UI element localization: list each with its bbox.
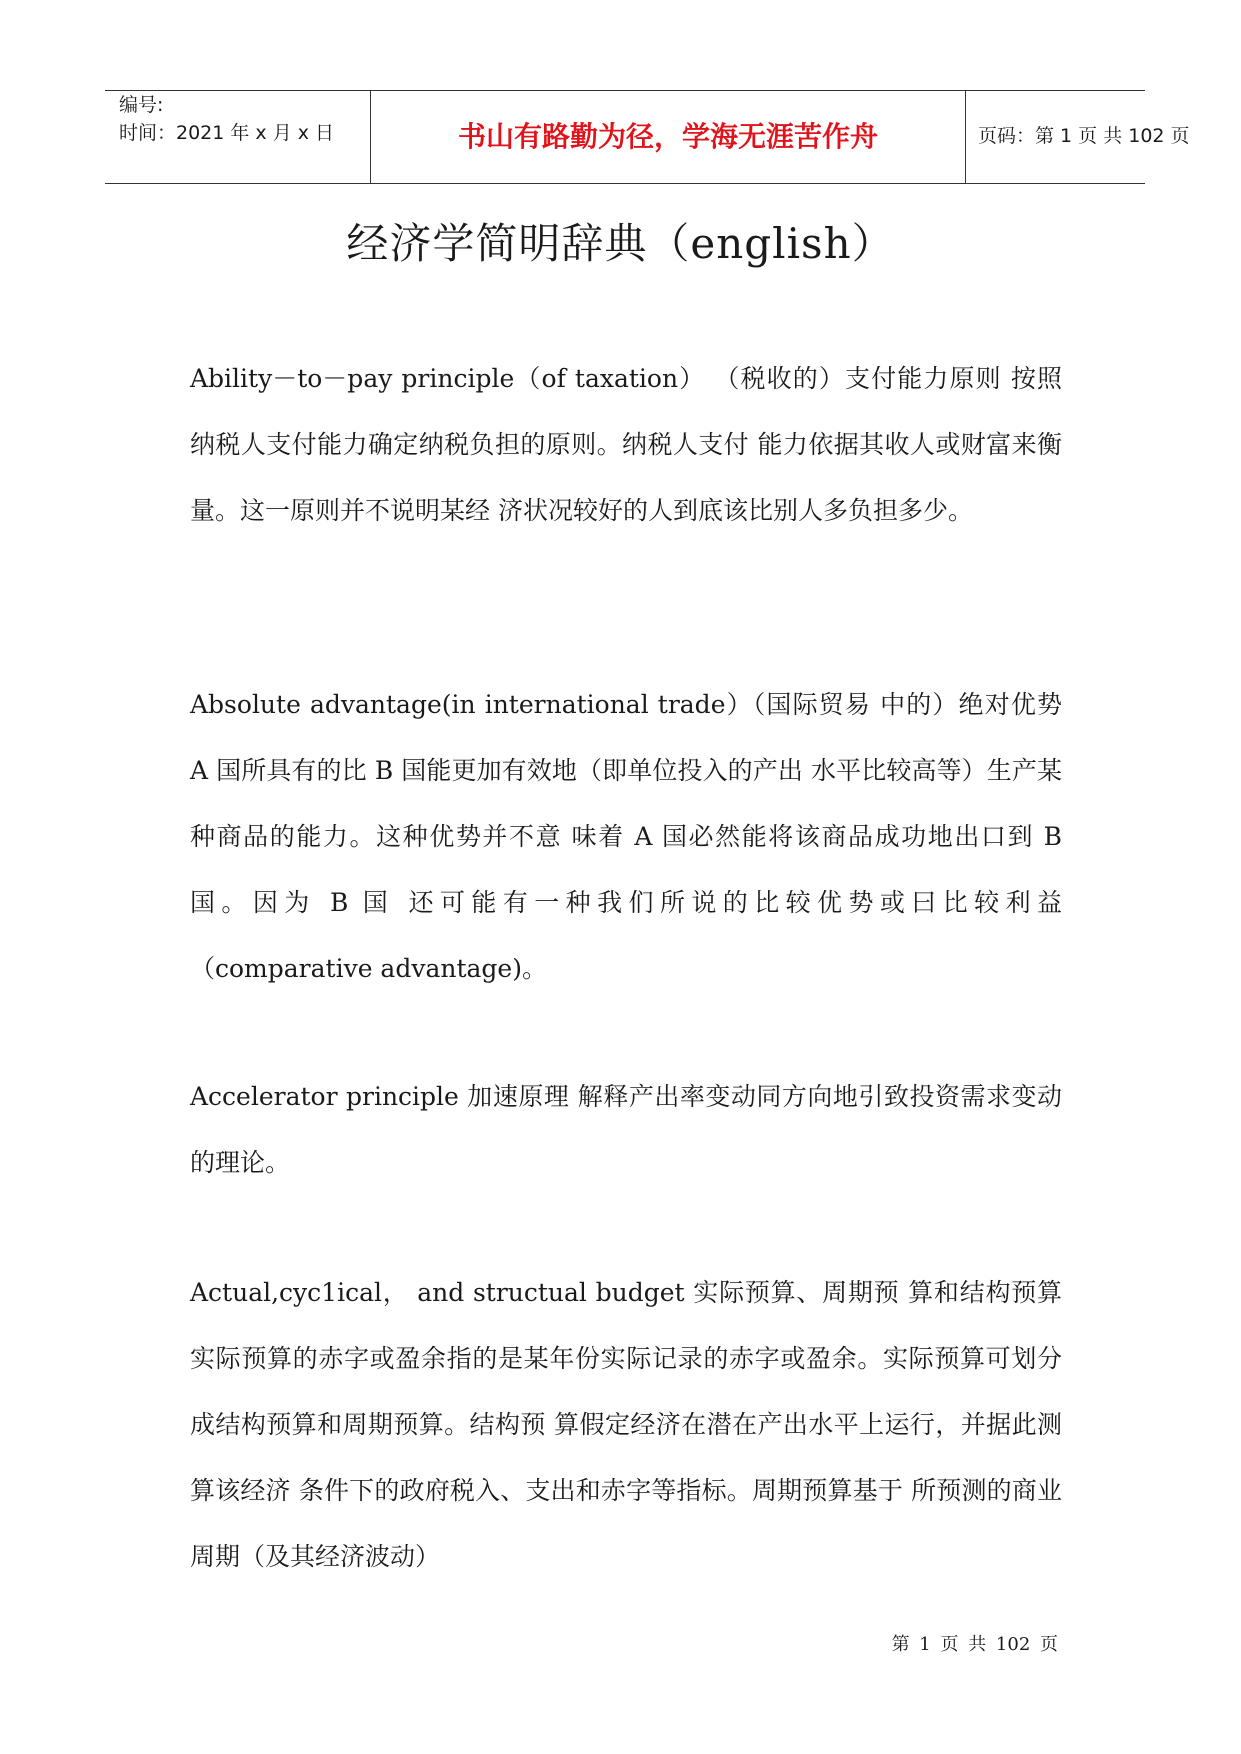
dictionary-entry: Actual,cyc1ical， and structual budget 实际预算、周期预 算和结构预算 实际预算的赤字或盈余指的是某年份实际记录的赤字或盈余。实际预算可划分成结构预算和周期预算。结构预 算假定经济在潜在产出水平上运行，并据此测算该经济 条件下的政府税入、支出和赤字等指标。周期预算基于 所预测的商业周期（及其经济波动） <box>190 1278 1062 1571</box>
header-page-number: 页码：第 1 页 共 102 页 <box>978 125 1190 147</box>
header-info-cell <box>105 91 371 183</box>
dictionary-entry: Ability－to－pay principle（of taxation） （税收的）支付能力原则 按照纳税人支付能力确定纳税负担的原则。纳税人支付 能力依据其收人或财富来衡量。这一原则并不说明某经 济状况较好的人到底该比别人多负担多少。 <box>190 364 1062 525</box>
header-page-cell <box>966 91 1190 183</box>
document-header <box>105 90 1190 184</box>
document-time-label: 时间：2021 年 x 月 x 日 <box>119 122 335 144</box>
document-number-label: 编号: <box>119 94 164 116</box>
motto-text: 书山有路勤为径，学海无涯苦作舟 <box>457 120 878 153</box>
dictionary-entry: Absolute advantage(in international trade）（国际贸易 中的）绝对优势 A 国所具有的比 B 国能更加有效地（即单位投入的产出 水平比较高等）生产某种商品的能力。这种优势并不意 味着 A 国必然能将该商品成功地出口到 B 国。因为 B 国 还可能有一种我们所说的比较优势或曰比较利益 （comparative advantage)。 <box>190 690 1062 983</box>
header-motto-cell <box>371 91 966 183</box>
footer-page-number: 第 1 页 共 102 页 <box>891 1634 1058 1655</box>
dictionary-entry: Accelerator principle 加速原理 解释产出率变动同方向地引致投资需求变动的理论。 <box>190 1082 1062 1177</box>
document-title: 经济学简明辞典（english） <box>346 219 895 268</box>
